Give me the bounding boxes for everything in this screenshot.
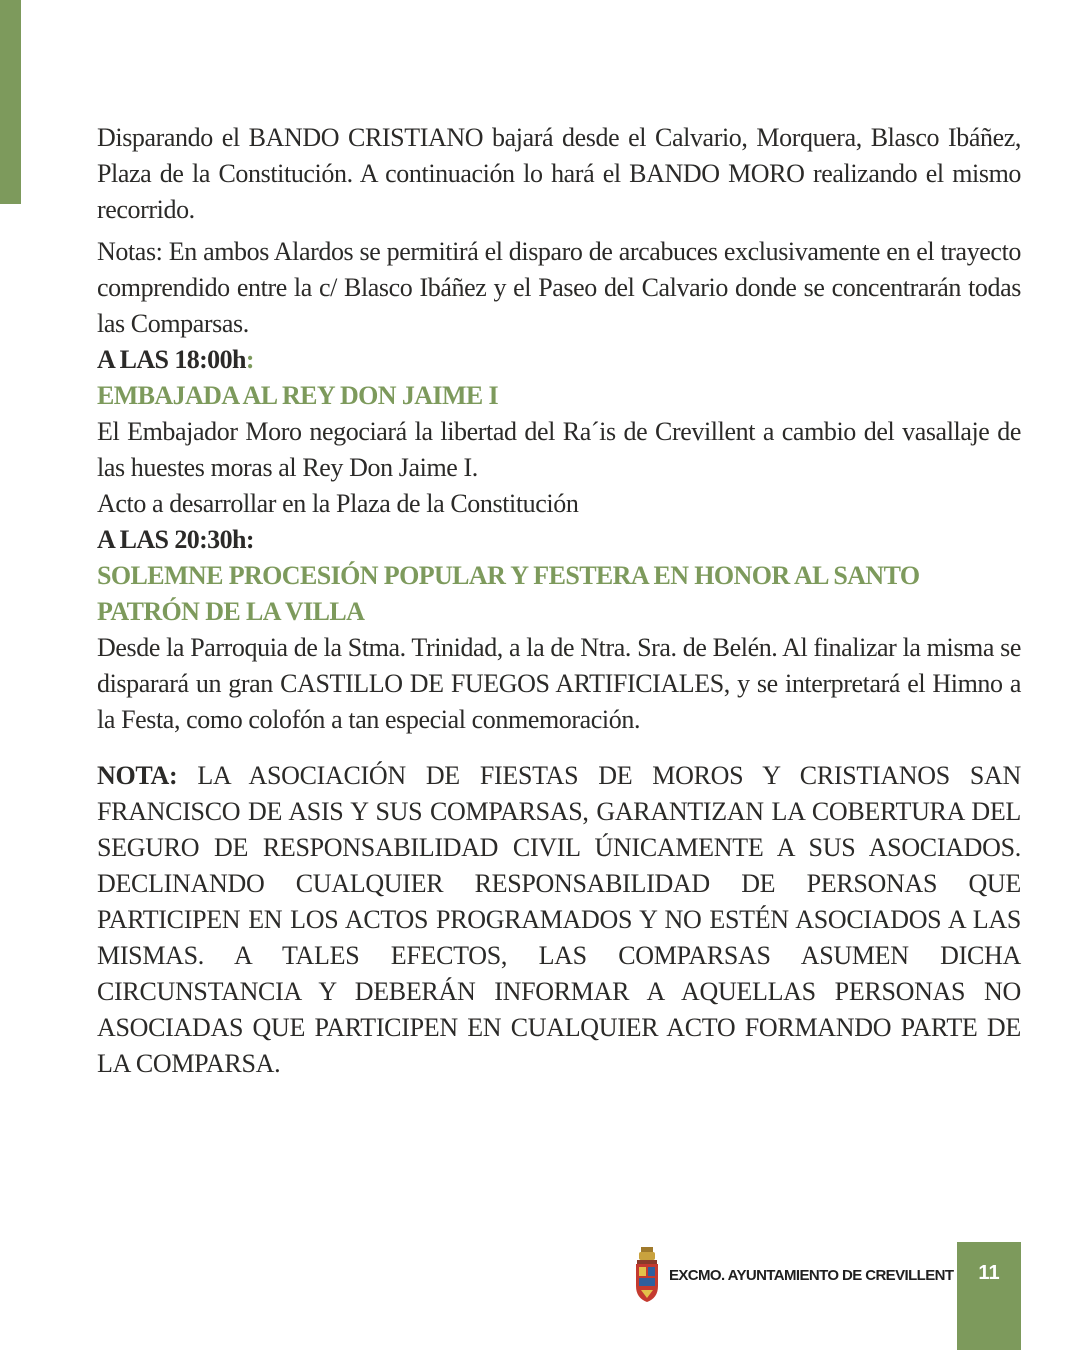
event-title-procesion: SOLEMNE PROCESIÓN POPULAR Y FESTERA EN HONOR AL SANTO PATRÓN DE LA VILLA — [97, 561, 920, 626]
footer-brand-text: EXCMO. AYUNTAMIENTO DE CREVILLENT — [669, 1266, 954, 1284]
event-time-text: A LAS 18:00h — [97, 345, 246, 374]
event-time-2030: A LAS 20:30h: — [97, 525, 254, 554]
note-text: LA ASOCIACIÓN DE FIESTAS DE MOROS Y CRISTIANOS SAN FRANCISCO DE ASIS Y SUS COMPARSAS, GARANTIZAN LA COBERTURA DEL SEGURO DE RESPONSABILIDAD CIVIL ÚNICAMENTE A SUS ASOCIADOS. DECLINANDO CUALQUIER RESPONSABILIDAD DE PERSONAS QUE PARTICIPEN EN LOS ACTOS PROGRAMADOS Y NO ESTÉN ASOCIADOS A LAS MISMAS. A TALES EFECTOS, LAS COMPARSAS ASUMEN DICHA CIRCUNSTANCIA Y DEBERÁN INFORMAR A AQUELLAS PERSONAS NO ASOCIADAS QUE PARTICIPEN EN CUALQUIER ACTO FORMANDO PARTE DE LA COMPARSA. — [97, 761, 1021, 1078]
event-title-embajada: EMBAJADA AL REY DON JAIME I — [97, 381, 499, 410]
alardo-paragraph: Disparando el BANDO CRISTIANO bajará desde el Calvario, Morquera, Blasco Ibáñez, Plaza de la Constitución. A continuación lo hará el BANDO MORO realizando el mismo recorrido. — [97, 123, 1021, 224]
event-description-procesion: Desde la Parroquia de la Stma. Trinidad, a la de Ntra. Sra. de Belén. Al finalizar la misma se disparará un gran CASTILLO DE FUEGOS ARTIFICIALES, y se interpretará el Himno a la Festa, como colofón a tan especial conmemoración. — [97, 633, 1021, 734]
town-crest-icon — [633, 1246, 661, 1304]
event-time-1800 — [97, 342, 1021, 378]
page-content — [97, 120, 1021, 1082]
page-number-box — [957, 1242, 1021, 1350]
page-number: 11 — [978, 1262, 1000, 1284]
event-time-colon: : — [245, 345, 254, 374]
event-description-embajada: El Embajador Moro negociará la libertad del Ra´is de Crevillent a cambio del vasallaje de las huestes moras al Rey Don Jaime I. — [97, 417, 1021, 482]
footer-brand — [633, 1245, 953, 1305]
notas-paragraph: Notas: En ambos Alardos se permitirá el disparo de arcabuces exclusivamente en el trayecto comprendido entre la c/ Blasco Ibáñez y el Paseo del Calvario donde se concentrarán todas las Comparsas. — [97, 237, 1021, 338]
event-location-embajada: Acto a desarrollar en la Plaza de la Constitución — [97, 489, 579, 518]
disclaimer-note — [97, 758, 1021, 1082]
side-tab-marker — [0, 0, 21, 204]
note-label: NOTA: — [97, 761, 178, 790]
